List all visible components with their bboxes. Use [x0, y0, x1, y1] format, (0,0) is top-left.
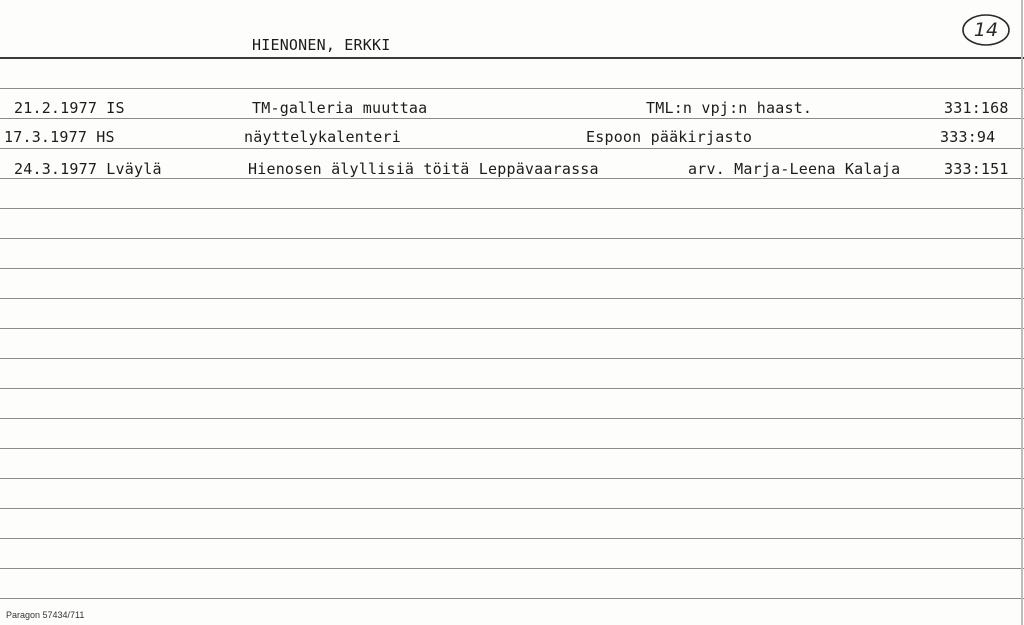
ruled-line — [0, 388, 1024, 389]
ruled-line — [0, 268, 1024, 269]
entry-ref: 333:151 — [944, 160, 1009, 178]
ruled-line — [0, 178, 1024, 179]
ruled-line — [0, 508, 1024, 509]
ruled-line — [0, 238, 1024, 239]
ruled-line — [0, 208, 1024, 209]
entry-note: arv. Marja-Leena Kalaja — [688, 160, 901, 178]
entry-note: TML:n vpj:n haast. — [646, 99, 813, 117]
card-edge — [1021, 0, 1023, 625]
entry-note: Espoon pääkirjasto — [586, 128, 753, 146]
ruled-line — [0, 418, 1024, 419]
entry-ref: 331:168 — [944, 99, 1009, 117]
entry-date-source: 24.3.1977 Lväylä — [14, 160, 162, 178]
ruled-line — [0, 448, 1024, 449]
entry-date-source: 21.2.1977 IS — [14, 99, 125, 117]
ruled-line — [0, 538, 1024, 539]
ruled-line — [0, 478, 1024, 479]
entry-title: näyttelykalenteri — [244, 128, 401, 146]
entry-title: TM-galleria muuttaa — [252, 99, 428, 117]
ruled-line — [0, 568, 1024, 569]
ruled-line — [0, 298, 1024, 299]
ruled-line — [0, 598, 1024, 599]
entry-date-source: 17.3.1977 HS — [4, 128, 115, 146]
card-heading: HIENONEN, ERKKI — [252, 36, 391, 54]
heading-rule — [0, 57, 1024, 59]
page-number-stamp — [961, 12, 1011, 48]
printer-mark: Paragon 57434/711 — [6, 610, 85, 620]
ruled-line — [0, 148, 1024, 149]
page-number: 14 — [973, 19, 999, 41]
ruled-line — [0, 118, 1024, 119]
ruled-line — [0, 358, 1024, 359]
ruled-line — [0, 328, 1024, 329]
entry-title: Hienosen älyllisiä töitä Leppävaarassa — [248, 160, 599, 178]
entry-ref: 333:94 — [940, 128, 996, 146]
ruled-line — [0, 88, 1024, 89]
